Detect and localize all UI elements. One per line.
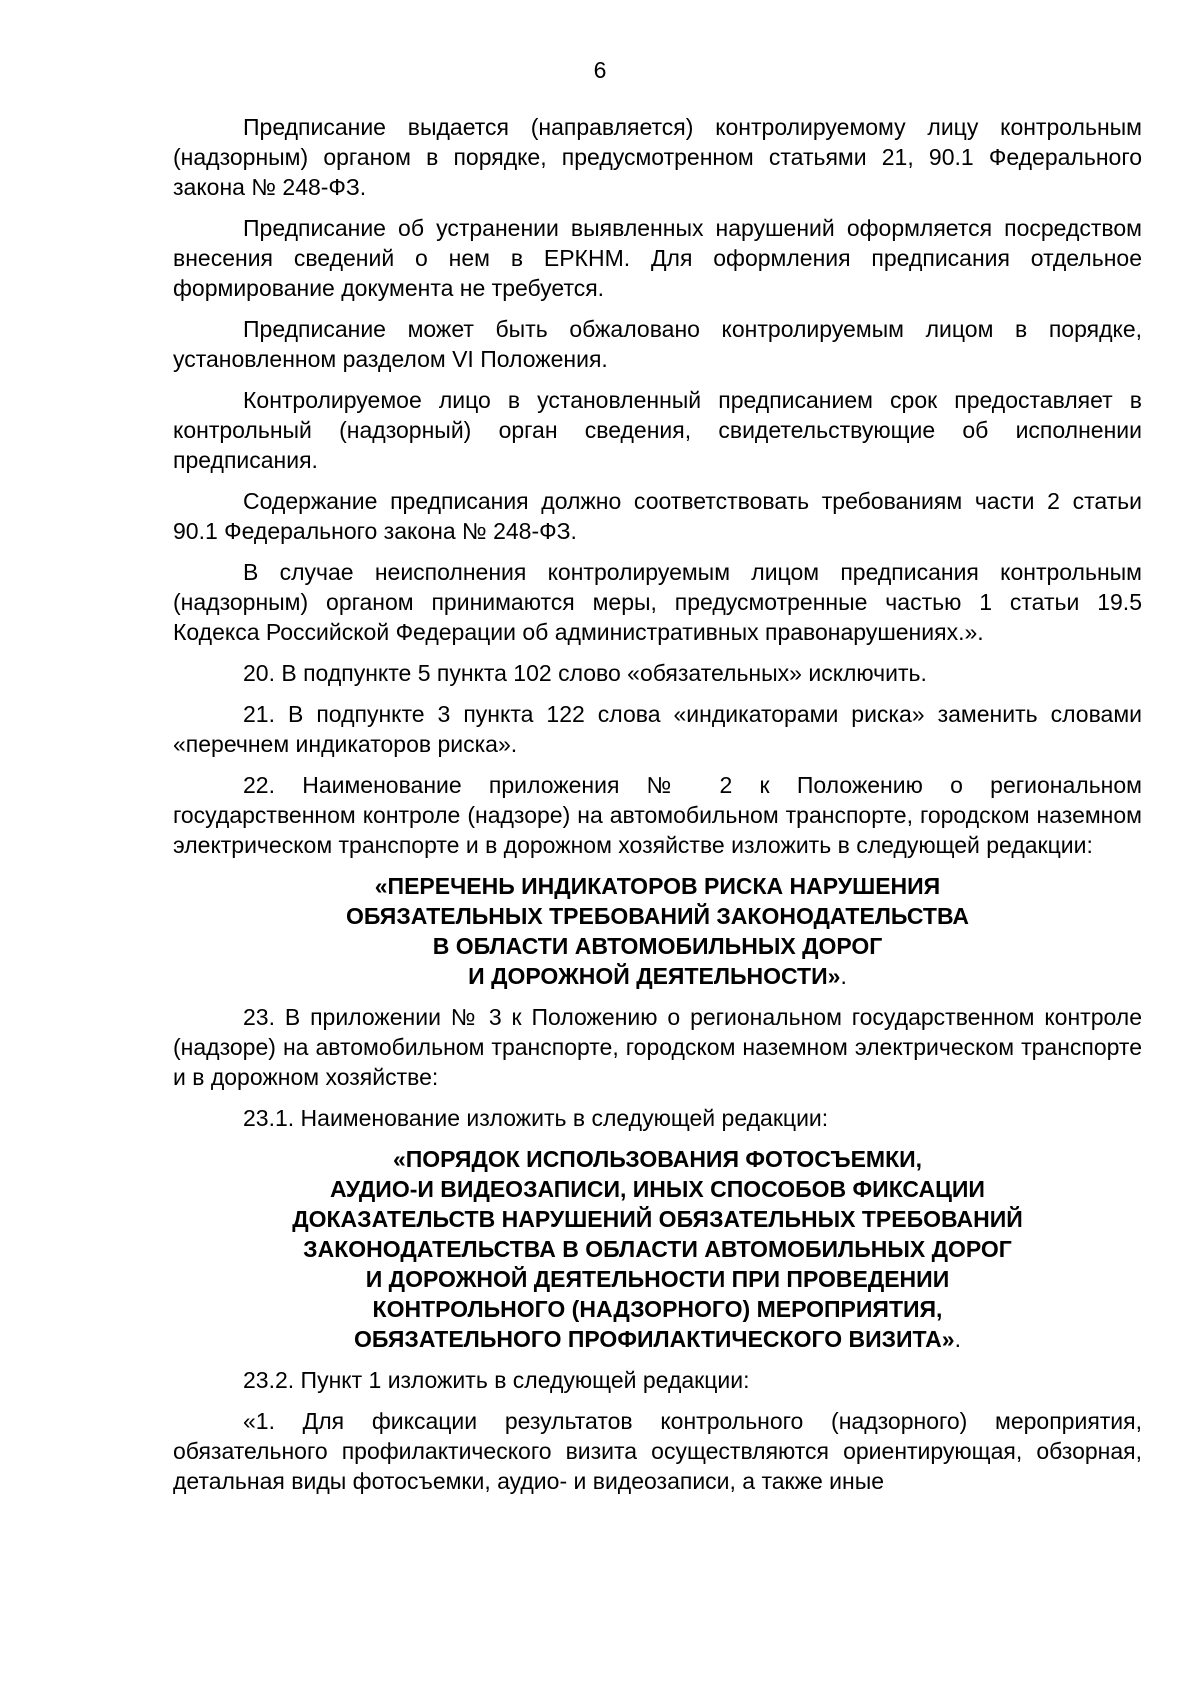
paragraph: В случае неисполнения контролируемым лицом предписания контрольным (надзорным) органом принимаются меры, предусмотренные частью 1 статьи 19.5 Кодекса Российской Федерации об административных правонарушениях.». <box>173 559 1142 645</box>
paragraph: Предписание может быть обжаловано контролируемым лицом в порядке, установленном разделом VI Положения. <box>173 316 1142 372</box>
paragraph: 23.1. Наименование изложить в следующей редакции: <box>243 1105 829 1131</box>
paragraph: Предписание выдается (направляется) контролируемому лицу контрольным (надзорным) органом в порядке, предусмотренном статьями 21, 90.1 Федерального закона № 248-ФЗ. <box>173 114 1142 200</box>
heading-line-last <box>173 1324 1142 1354</box>
paragraph: «1. Для фиксации результатов контрольного (надзорного) мероприятия, обязательного профилактического визита осуществляются ориентирующая, обзорная, детальная виды фотосъемки, аудио- и видеозаписи, а также иные <box>173 1408 1142 1494</box>
paragraph: 21. В подпункте 3 пункта 122 слова «индикаторами риска» заменить словами «перечнем индикаторов риска». <box>173 701 1142 757</box>
page-number: 6 <box>593 57 607 83</box>
heading-line: «ПОРЯДОК ИСПОЛЬЗОВАНИЯ ФОТОСЪЕМКИ, <box>392 1146 923 1172</box>
heading-line: КОНТРОЛЬНОГО (НАДЗОРНОГО) МЕРОПРИЯТИЯ, <box>372 1296 943 1322</box>
appendix-3-title <box>173 1144 1142 1354</box>
paragraph: Контролируемое лицо в установленный предписанием срок предоставляет в контрольный (надзорный) орган сведения, свидетельствующие об исполнении предписания. <box>173 387 1142 473</box>
heading-line: В ОБЛАСТИ АВТОМОБИЛЬНЫХ ДОРОГ <box>432 933 883 959</box>
heading-tail: . <box>954 1326 961 1352</box>
heading-line: ОБЯЗАТЕЛЬНЫХ ТРЕБОВАНИЙ ЗАКОНОДАТЕЛЬСТВА <box>345 903 970 929</box>
heading-tail: . <box>840 963 847 989</box>
heading-line-text: И ДОРОЖНОЙ ДЕЯТЕЛЬНОСТИ» <box>468 963 841 989</box>
heading-line-last <box>173 961 1142 991</box>
heading-line: «ПЕРЕЧЕНЬ ИНДИКАТОРОВ РИСКА НАРУШЕНИЯ <box>374 873 941 899</box>
appendix-2-title <box>173 871 1142 991</box>
heading-line: ДОКАЗАТЕЛЬСТВ НАРУШЕНИЙ ОБЯЗАТЕЛЬНЫХ ТРЕБОВАНИЙ <box>292 1206 1023 1232</box>
heading-line: ЗАКОНОДАТЕЛЬСТВА В ОБЛАСТИ АВТОМОБИЛЬНЫХ ДОРОГ <box>303 1236 1012 1262</box>
heading-line: И ДОРОЖНОЙ ДЕЯТЕЛЬНОСТИ ПРИ ПРОВЕДЕНИИ <box>365 1266 950 1292</box>
paragraph: 20. В подпункте 5 пункта 102 слово «обязательных» исключить. <box>243 660 927 686</box>
paragraph: 22. Наименование приложения № 2 к Положению о региональном государственном контроле (надзоре) на автомобильном транспорте, городском наземном электрическом транспорте и в дорожном хозяйстве изложить в следующей редакции: <box>173 772 1142 858</box>
paragraph: 23. В приложении № 3 к Положению о региональном государственном контроле (надзоре) на автомобильном транспорте, городском наземном электрическом транспорте и в дорожном хозяйстве: <box>173 1004 1142 1090</box>
paragraph: 23.2. Пункт 1 изложить в следующей редакции: <box>243 1367 750 1393</box>
paragraph: Содержание предписания должно соответствовать требованиям части 2 статьи 90.1 Федерального закона № 248-ФЗ. <box>173 488 1142 544</box>
document-body <box>173 112 1142 1507</box>
heading-line-text: ОБЯЗАТЕЛЬНОГО ПРОФИЛАКТИЧЕСКОГО ВИЗИТА» <box>354 1326 955 1352</box>
heading-line: АУДИО-И ВИДЕОЗАПИСИ, ИНЫХ СПОСОБОВ ФИКСАЦИИ <box>330 1176 985 1202</box>
paragraph: Предписание об устранении выявленных нарушений оформляется посредством внесения сведений о нем в ЕРКНМ. Для оформления предписания отдельное формирование документа не требуется. <box>173 215 1142 301</box>
